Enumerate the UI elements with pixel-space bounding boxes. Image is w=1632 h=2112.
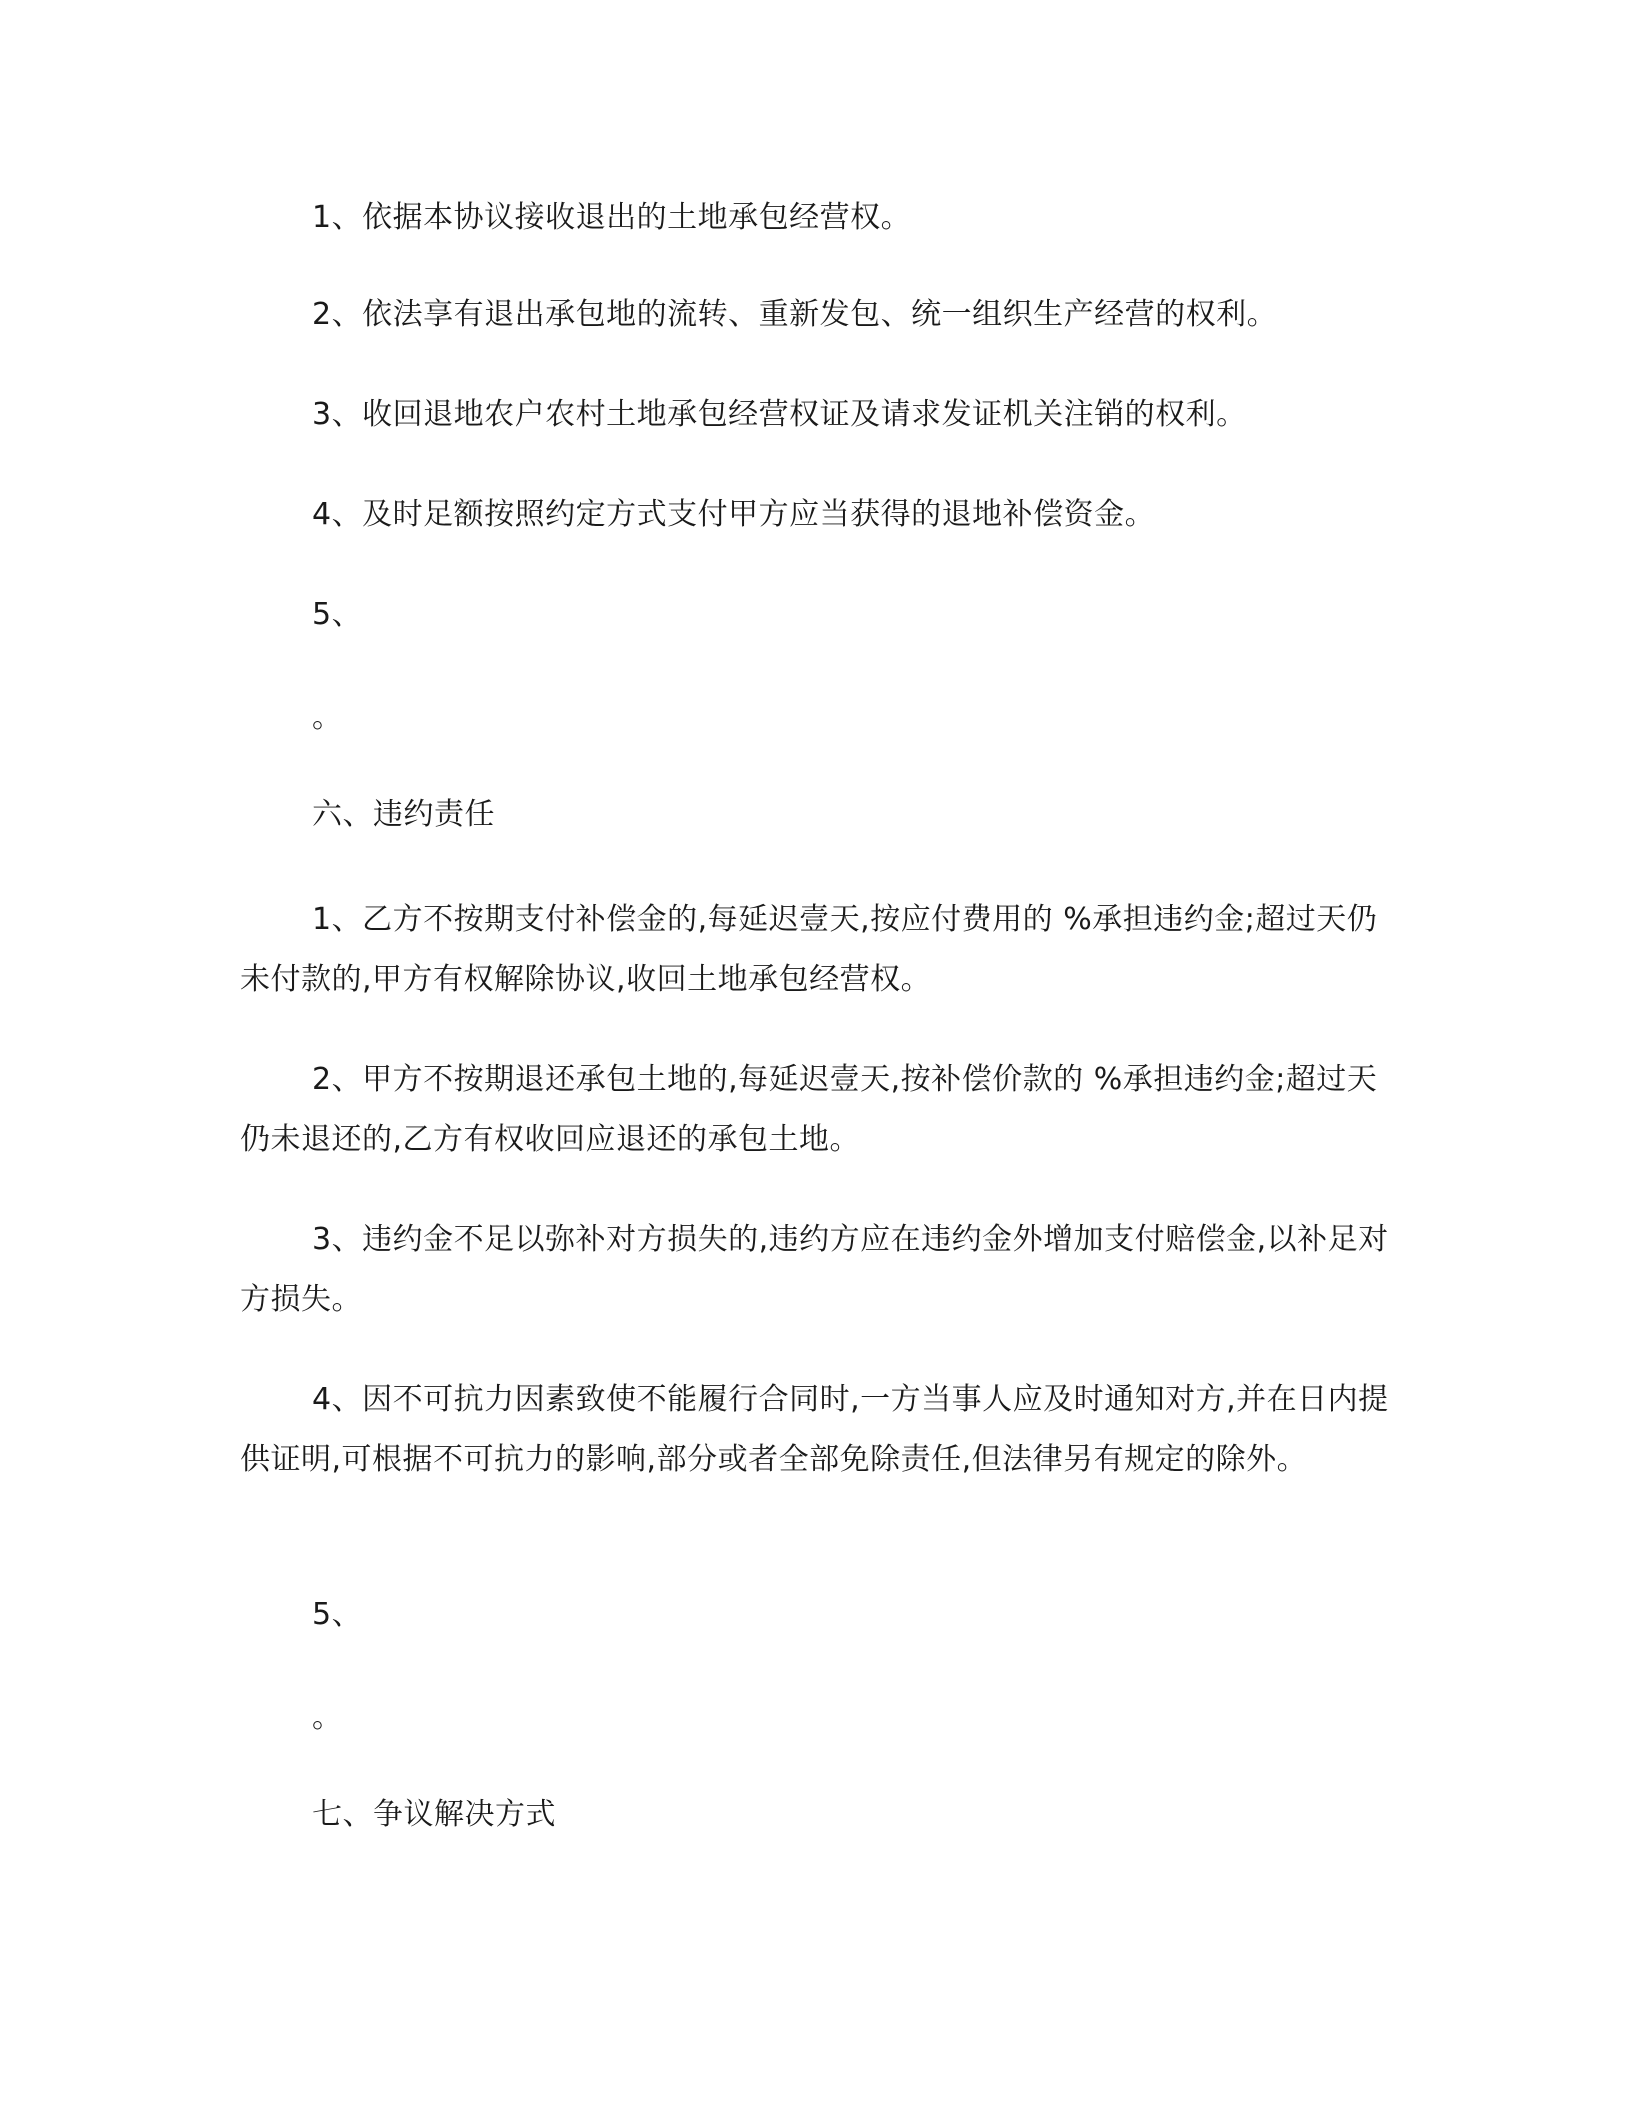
right-item-5: 5、 <box>312 597 363 632</box>
breach-item-5-end: 。 <box>312 1700 343 1735</box>
section-heading-breach-liability: 六、违约责任 <box>312 797 495 832</box>
right-item-4: 4、及时足额按照约定方式支付甲方应当获得的退地补偿资金。 <box>312 497 1156 532</box>
breach-item-1: 1、乙方不按期支付补偿金的,每延迟壹天,按应付费用的 %承担违约金;超过天仍未付款的,甲方有权解除协议,收回土地承包经营权。 <box>240 902 1378 997</box>
breach-item-2: 2、甲方不按期退还承包土地的,每延迟壹天,按补偿价款的 %承担违约金;超过天仍未退还的,乙方有权收回应退还的承包土地。 <box>240 1062 1378 1157</box>
right-item-2: 2、依法享有退出承包地的流转、重新发包、统一组织生产经营的权利。 <box>312 297 1278 332</box>
breach-item-3: 3、违约金不足以弥补对方损失的,违约方应在违约金外增加支付赔偿金,以补足对方损失。 <box>240 1222 1389 1317</box>
breach-item-4: 4、因不可抗力因素致使不能履行合同时,一方当事人应及时通知对方,并在日内提供证明,可根据不可抗力的影响,部分或者全部免除责任,但法律另有规定的除外。 <box>240 1382 1389 1477</box>
right-item-1: 1、依据本协议接收退出的土地承包经营权。 <box>312 200 912 235</box>
section-heading-dispute-resolution: 七、争议解决方式 <box>312 1797 556 1832</box>
breach-item-5: 5、 <box>312 1597 363 1632</box>
right-item-3: 3、收回退地农户农村土地承包经营权证及请求发证机关注销的权利。 <box>312 397 1247 432</box>
right-item-5-end: 。 <box>312 700 343 735</box>
